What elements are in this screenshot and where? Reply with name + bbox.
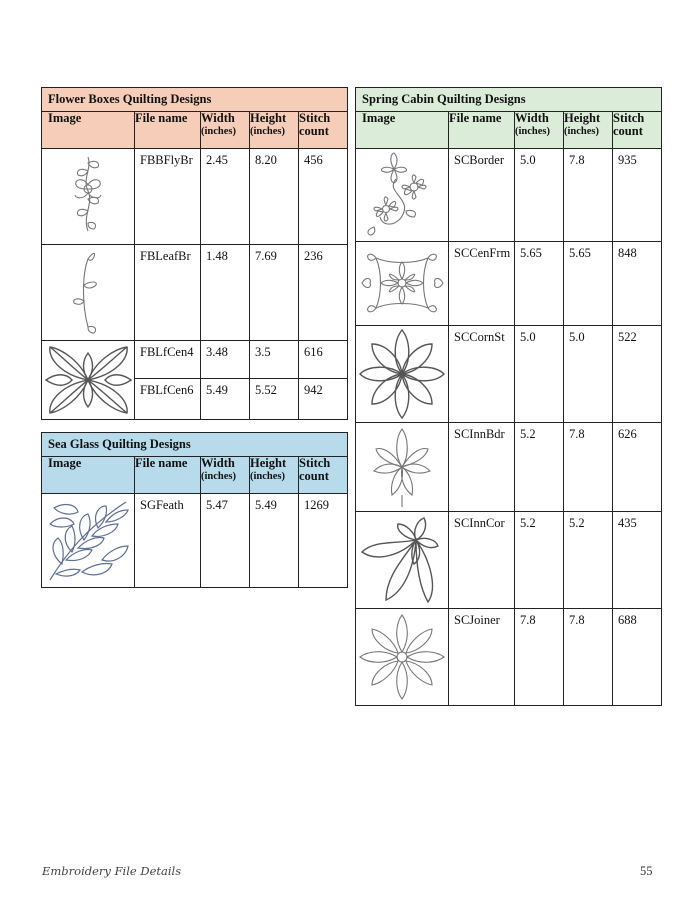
flower-boxes-title: Flower Boxes Quilting Designs <box>42 88 348 112</box>
header-image: Image <box>42 112 135 149</box>
header-width: Width (inches) <box>201 112 250 149</box>
file-name-cell: SCBorder <box>449 149 515 242</box>
width-cell: 5.65 <box>515 242 564 326</box>
height-cell: 5.0 <box>564 326 613 423</box>
header-image: Image <box>356 112 449 149</box>
width-cell: 7.8 <box>515 609 564 706</box>
leaf-center-design <box>42 341 135 420</box>
stitch-count-cell: 688 <box>613 609 662 706</box>
header-width: Width (inches) <box>201 457 250 494</box>
stitch-count-cell: 435 <box>613 512 662 609</box>
height-cell: 5.2 <box>564 512 613 609</box>
stitch-count-cell: 848 <box>613 242 662 326</box>
width-cell: 5.49 <box>201 379 250 420</box>
height-cell: 5.65 <box>564 242 613 326</box>
width-cell: 1.48 <box>201 245 250 341</box>
table-row <box>356 609 662 706</box>
spring-cabin-title: Spring Cabin Quilting Designs <box>356 88 662 112</box>
file-name-cell: SCInnCor <box>449 512 515 609</box>
height-cell: 5.49 <box>250 494 299 588</box>
height-cell: 7.8 <box>564 609 613 706</box>
width-cell: 3.48 <box>201 341 250 379</box>
flower-border-design <box>356 149 449 242</box>
stitch-count-cell: 626 <box>613 423 662 512</box>
table-row <box>42 341 348 379</box>
file-name-cell: FBLfCen4 <box>135 341 201 379</box>
table-row <box>42 494 348 588</box>
stitch-count-cell: 456 <box>299 149 348 245</box>
width-cell: 5.47 <box>201 494 250 588</box>
height-cell: 8.20 <box>250 149 299 245</box>
header-stitch-count: Stitch count <box>299 457 348 494</box>
width-cell: 5.0 <box>515 149 564 242</box>
sea-glass-table <box>41 432 348 588</box>
stitch-count-cell: 236 <box>299 245 348 341</box>
file-name-cell: SGFeath <box>135 494 201 588</box>
table-row <box>42 245 348 341</box>
table-row <box>356 512 662 609</box>
header-image: Image <box>42 457 135 494</box>
table-row <box>356 326 662 423</box>
stitch-count-cell: 616 <box>299 341 348 379</box>
height-cell: 7.69 <box>250 245 299 341</box>
height-cell: 7.8 <box>564 149 613 242</box>
center-frame-design <box>356 242 449 326</box>
width-cell: 5.2 <box>515 423 564 512</box>
table-row <box>356 423 662 512</box>
joiner-flower-design <box>356 609 449 706</box>
page-number: 55 <box>640 864 653 878</box>
width-cell: 5.0 <box>515 326 564 423</box>
corner-star-design <box>356 326 449 423</box>
leaf-border-design <box>42 245 135 341</box>
height-cell: 5.52 <box>250 379 299 420</box>
stitch-count-cell: 942 <box>299 379 348 420</box>
stitch-count-cell: 1269 <box>299 494 348 588</box>
file-name-cell: FBLeafBr <box>135 245 201 341</box>
width-cell: 2.45 <box>201 149 250 245</box>
feather-design <box>42 494 135 588</box>
header-file-name: File name <box>135 457 201 494</box>
table-row <box>356 149 662 242</box>
header-stitch-count: Stitch count <box>613 112 662 149</box>
inner-border-design <box>356 423 449 512</box>
footer-section-title: Embroidery File Details <box>42 864 182 878</box>
header-stitch-count: Stitch count <box>299 112 348 149</box>
file-name-cell: SCInnBdr <box>449 423 515 512</box>
stitch-count-cell: 522 <box>613 326 662 423</box>
header-file-name: File name <box>135 112 201 149</box>
header-height: Height (inches) <box>250 112 299 149</box>
width-cell: 5.2 <box>515 512 564 609</box>
header-height: Height (inches) <box>250 457 299 494</box>
flower-border-design <box>42 149 135 245</box>
spring-cabin-table <box>355 87 662 706</box>
height-cell: 3.5 <box>250 341 299 379</box>
sea-glass-title: Sea Glass Quilting Designs <box>42 433 348 457</box>
header-width: Width (inches) <box>515 112 564 149</box>
table-row <box>356 242 662 326</box>
file-name-cell: SCCenFrm <box>449 242 515 326</box>
file-name-cell: SCCornSt <box>449 326 515 423</box>
file-name-cell: FBLfCen6 <box>135 379 201 420</box>
header-file-name: File name <box>449 112 515 149</box>
inner-corner-design <box>356 512 449 609</box>
table-row <box>42 149 348 245</box>
file-name-cell: SCJoiner <box>449 609 515 706</box>
header-height: Height (inches) <box>564 112 613 149</box>
file-name-cell: FBBFlyBr <box>135 149 201 245</box>
flower-boxes-table <box>41 87 348 420</box>
stitch-count-cell: 935 <box>613 149 662 242</box>
height-cell: 7.8 <box>564 423 613 512</box>
